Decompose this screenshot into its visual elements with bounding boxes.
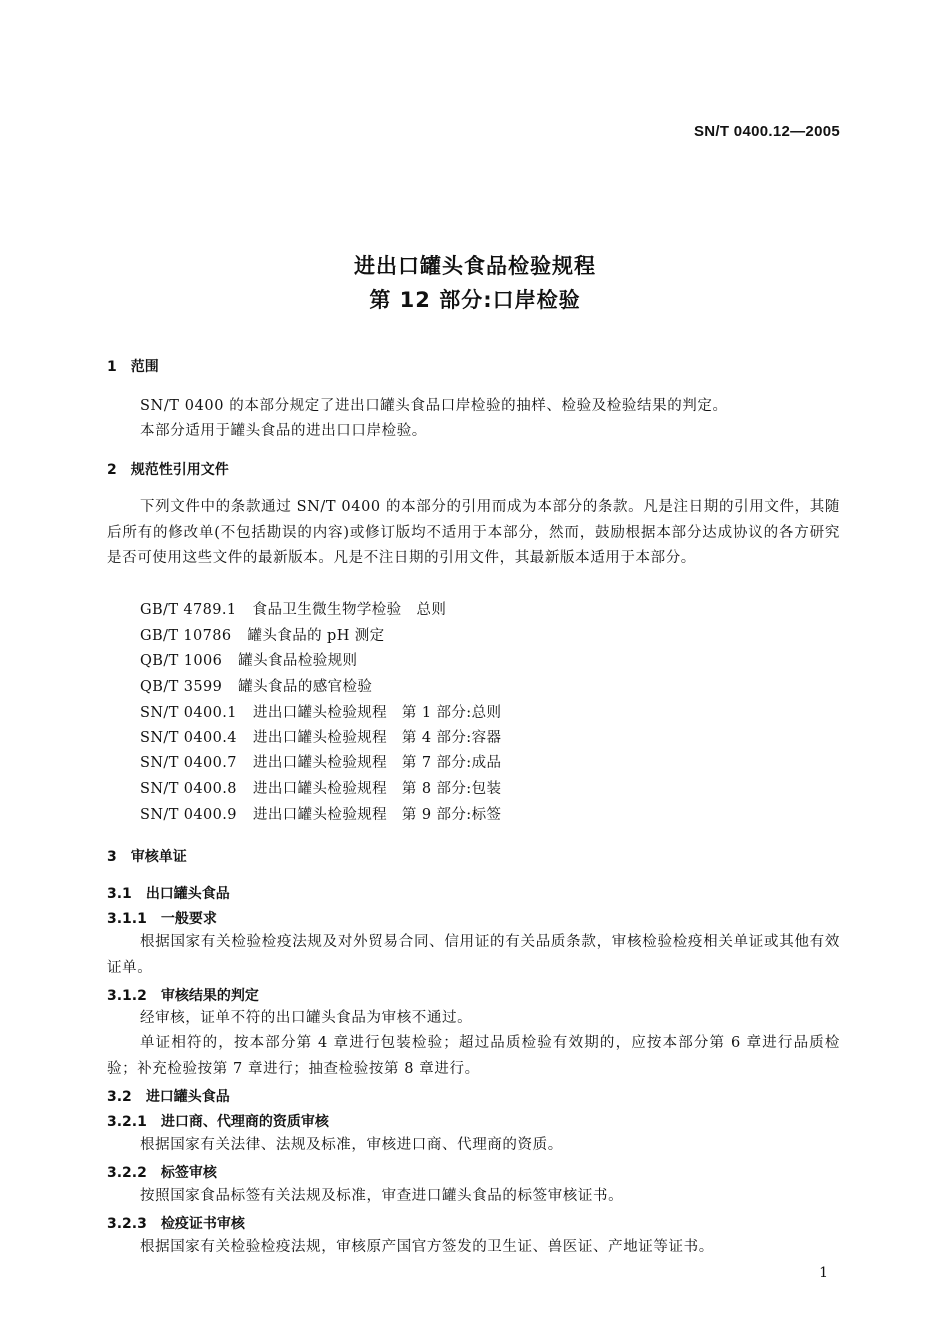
page-number: 1 xyxy=(819,1265,828,1281)
reference-code: SN/T 0400.8 xyxy=(140,781,237,797)
subsection-heading xyxy=(107,883,230,903)
section-number: 3.1.1 xyxy=(107,911,147,927)
reference-code: QB/T 1006 xyxy=(140,653,223,669)
section-number: 3 xyxy=(107,849,117,865)
reference-item xyxy=(140,675,372,696)
reference-title: 进出口罐头检验规程 第 4 部分:容器 xyxy=(252,730,502,746)
paragraph: SN/T 0400 的本部分规定了进出口罐头食品口岸检验的抽样、检验及检验结果的判定。 xyxy=(140,398,728,414)
paragraph: 根据国家有关检验检疫法规，审核原产国官方签发的卫生证、兽医证、产地证等证书。 xyxy=(140,1239,714,1255)
reference-code: SN/T 0400.9 xyxy=(140,807,237,823)
reference-item xyxy=(140,701,501,722)
reference-code: SN/T 0400.4 xyxy=(140,730,237,746)
section-title: 一般要求 xyxy=(160,911,217,927)
subsection-heading xyxy=(107,1086,230,1106)
section-number: 3.2.3 xyxy=(107,1216,147,1232)
section-title: 审核单证 xyxy=(130,849,187,865)
reference-title: 罐头食品的 pH 测定 xyxy=(247,628,385,644)
paragraph: 按照国家食品标签有关法规及标准，审查进口罐头食品的标签审核证书。 xyxy=(140,1188,624,1204)
reference-code: QB/T 3599 xyxy=(140,679,223,695)
section-number: 3.2 xyxy=(107,1089,132,1105)
reference-title: 罐头食品检验规则 xyxy=(238,653,358,669)
paragraph: 本部分适用于罐头食品的进出口口岸检验。 xyxy=(140,423,427,439)
reference-title: 进出口罐头检验规程 第 9 部分:标签 xyxy=(252,807,502,823)
subsection-heading xyxy=(107,1111,329,1131)
reference-item xyxy=(140,751,501,772)
paragraph: 下列文件中的条款通过 SN/T 0400 的本部分的引用而成为本部分的条款。凡是注日期的引用文件，其随后所有的修改单(不包括勘误的内容)或修订版均不适用于本部分，然而，鼓励根据本部分达成协议的各方研究是否可使用这些文件的最新版本。凡是不注日期的引用文件，其最新版本适用于本部分。 xyxy=(107,499,840,566)
reference-title: 罐头食品的感官检验 xyxy=(238,679,373,695)
document-subtitle: 第 12 部分:口岸检验 xyxy=(369,288,581,312)
paragraph: 根据国家有关检验检疫法规及对外贸易合同、信用证的有关品质条款，审核检验检疫相关单证或其他有效证单。 xyxy=(107,934,840,976)
section-title: 出口罐头食品 xyxy=(145,886,230,902)
section-number: 1 xyxy=(107,359,117,375)
reference-item xyxy=(140,777,501,798)
reference-title: 进出口罐头检验规程 第 1 部分:总则 xyxy=(252,705,502,721)
paragraph: 单证相符的，按本部分第 4 章进行包装检验；超过品质检验有效期的，应按本部分第 6 章进行品质检验；补充检验按第 7 章进行；抽查检验按第 8 章进行。 xyxy=(107,1035,840,1077)
reference-item xyxy=(140,649,357,670)
section-number: 3.2.2 xyxy=(107,1165,147,1181)
section-number: 2 xyxy=(107,462,117,478)
reference-item xyxy=(140,726,501,747)
section-1-heading xyxy=(107,356,159,376)
reference-title: 进出口罐头检验规程 第 7 部分:成品 xyxy=(252,755,502,771)
section-3-heading xyxy=(107,846,187,866)
section-title: 标签审核 xyxy=(160,1165,217,1181)
subsection-heading xyxy=(107,985,259,1005)
reference-code: SN/T 0400.7 xyxy=(140,755,237,771)
reference-code: GB/T 10786 xyxy=(140,628,232,644)
reference-item xyxy=(140,803,501,824)
subsection-heading xyxy=(107,908,217,928)
section-number: 3.2.1 xyxy=(107,1114,147,1130)
reference-item xyxy=(140,624,385,645)
section-2-heading xyxy=(107,459,229,479)
section-number: 3.1.2 xyxy=(107,988,147,1004)
reference-item xyxy=(140,598,446,619)
standard-code: SN/T 0400.12—2005 xyxy=(693,123,840,140)
section-number: 3.1 xyxy=(107,886,132,902)
section-title: 范围 xyxy=(130,359,159,375)
section-title: 检疫证书审核 xyxy=(160,1216,245,1232)
reference-code: SN/T 0400.1 xyxy=(140,705,237,721)
reference-title: 进出口罐头检验规程 第 8 部分:包装 xyxy=(252,781,502,797)
section-title: 规范性引用文件 xyxy=(130,462,229,478)
paragraph: 根据国家有关法律、法规及标准，审核进口商、代理商的资质。 xyxy=(140,1137,563,1153)
document-title: 进出口罐头食品检验规程 xyxy=(354,254,596,278)
paragraph: 经审核，证单不符的出口罐头食品为审核不通过。 xyxy=(140,1010,473,1026)
subsection-heading xyxy=(107,1213,245,1233)
section-title: 进口罐头食品 xyxy=(145,1089,230,1105)
section-title: 审核结果的判定 xyxy=(160,988,259,1004)
subsection-heading xyxy=(107,1162,217,1182)
reference-code: GB/T 4789.1 xyxy=(140,602,237,618)
section-title: 进口商、代理商的资质审核 xyxy=(160,1114,329,1130)
reference-title: 食品卫生微生物学检验 总则 xyxy=(252,602,447,618)
